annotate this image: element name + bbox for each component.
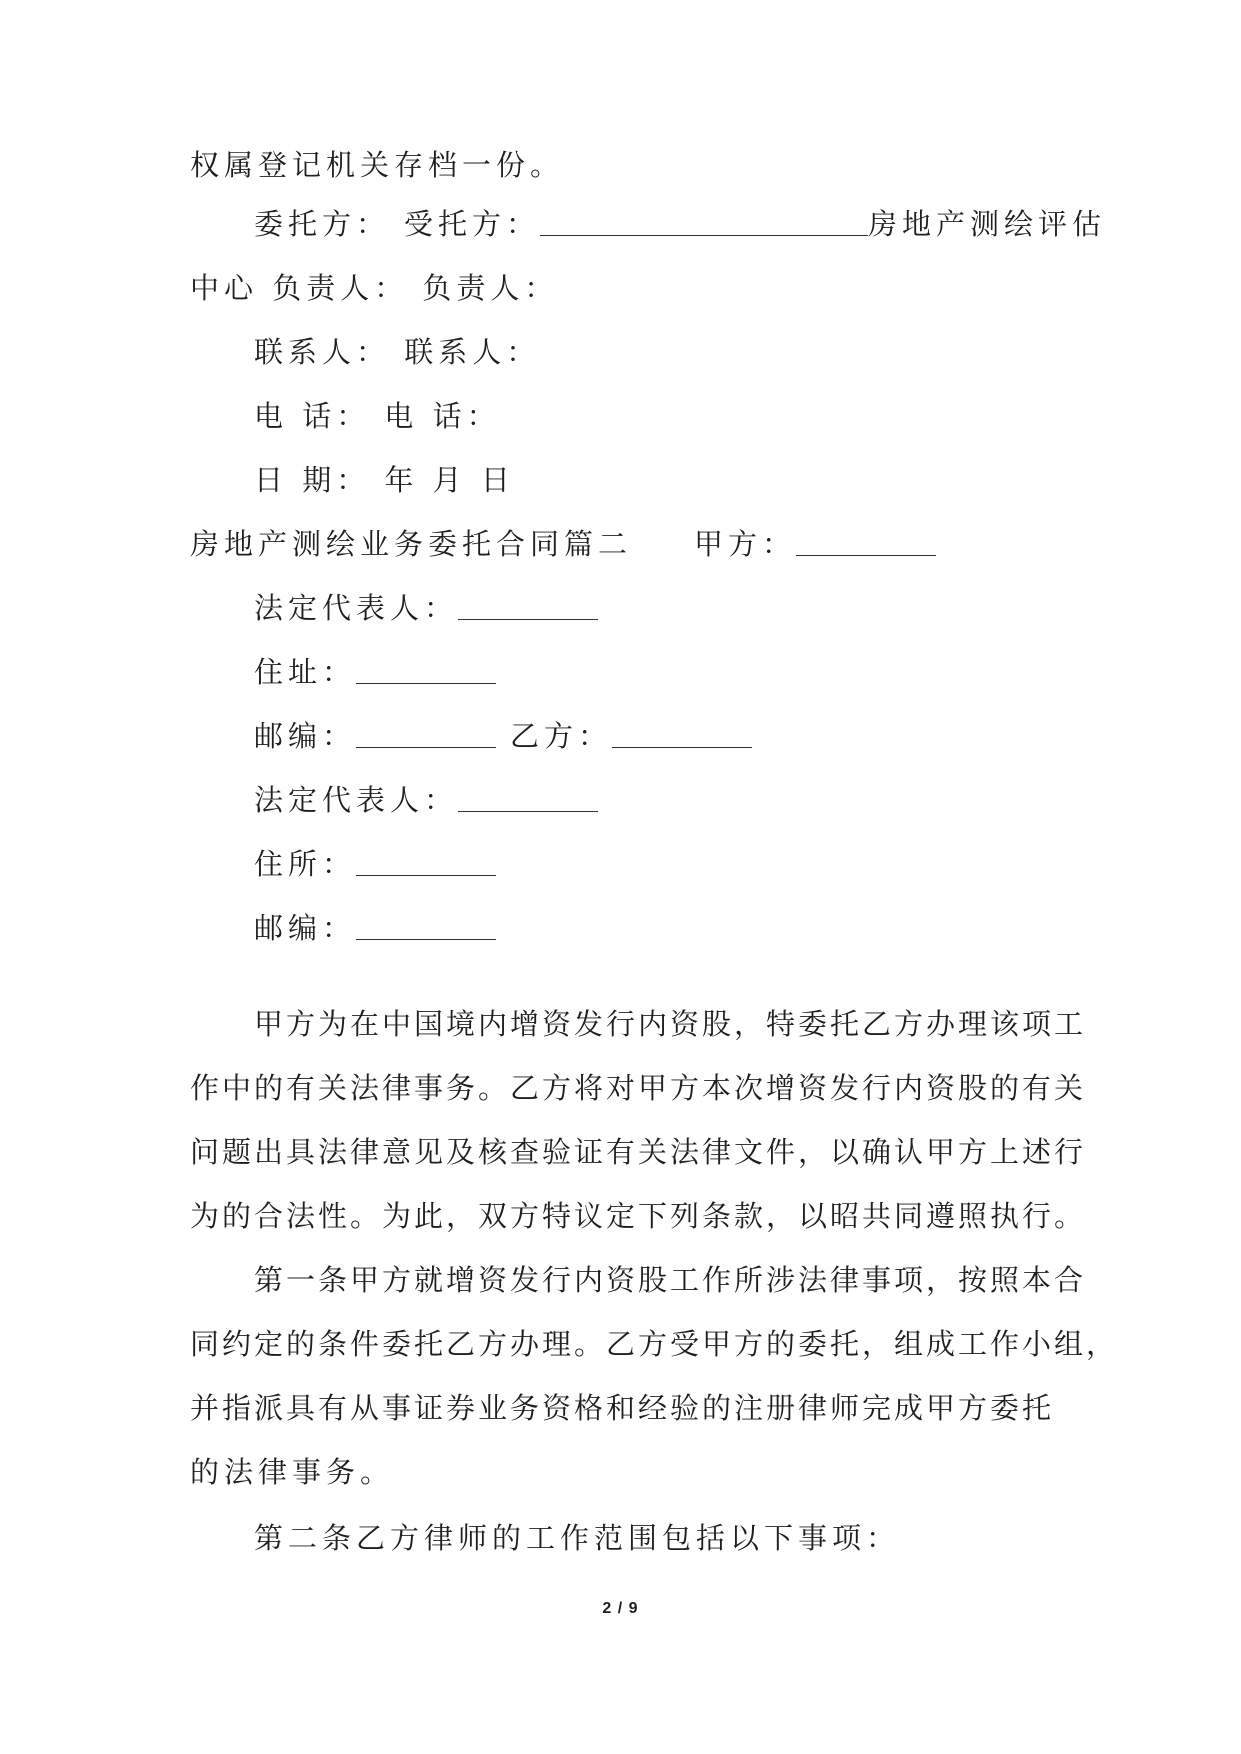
text-line: 法定代表人： — [254, 780, 598, 820]
text-line: 邮编： — [254, 908, 496, 948]
agent-blank — [540, 209, 868, 236]
legal-rep-blank — [458, 593, 598, 620]
agent-label: 受托方： — [404, 207, 541, 241]
paragraph-line: 的法律事务。 — [190, 1455, 395, 1489]
paragraph-line: 作中的有关法律事务。乙方将对甲方本次增资发行内资股的有关 — [190, 1071, 1087, 1105]
text-line: 委托方： 受托方： 房地产测绘评估 — [254, 207, 1107, 241]
paragraph-line: 甲方为在中国境内增资发行内资股，特委托乙方办理该项工 — [254, 1007, 1087, 1041]
text-line: 中心 负责人： 负责人： — [190, 271, 559, 305]
text-line: 住所： — [254, 844, 496, 884]
paragraph-line: 第一条甲方就增资发行内资股工作所涉法律事项，按照本合 — [254, 1263, 1087, 1297]
address-blank — [356, 657, 496, 684]
paragraph-line: 并指派具有从事证券业务资格和经验的注册律师完成甲方委托 — [190, 1391, 1055, 1425]
text-line: 电 话： 电 话： — [254, 399, 501, 433]
postcode-blank — [356, 721, 496, 748]
text-line: 联系人： 联系人： — [254, 335, 541, 369]
legal-rep-b-blank — [458, 785, 598, 812]
text-line: 法定代表人： — [254, 588, 598, 628]
party-b-label: 乙方： — [510, 719, 613, 753]
text-line: 住址： — [254, 652, 496, 692]
party-a-blank — [796, 529, 936, 556]
principal-label: 委托方： — [254, 207, 391, 241]
text-line: 邮编： 乙方： — [254, 716, 752, 756]
section-title: 房地产测绘业务委托合同篇二 — [190, 527, 633, 561]
postcode-b-blank — [356, 913, 496, 940]
paragraph-line: 为的合法性。为此，双方特议定下列条款，以昭共同遵照执行。 — [190, 1199, 1087, 1233]
text-line: 权属登记机关存档一份。 — [190, 148, 565, 182]
paragraph-line: 第二条乙方律师的工作范围包括以下事项： — [254, 1521, 901, 1555]
text-line — [190, 524, 936, 564]
paragraph-line: 问题出具法律意见及核查验证有关法律文件，以确认甲方上述行 — [190, 1135, 1087, 1169]
page-number: 2 / 9 — [602, 1600, 639, 1617]
residence-blank — [356, 849, 496, 876]
party-b-blank — [612, 721, 752, 748]
paragraph-line: 同约定的条件委托乙方办理。乙方受甲方的委托，组成工作小组， — [190, 1327, 1119, 1361]
party-a-label: 甲方： — [694, 527, 797, 561]
text-line: 日 期： 年 月 日 — [254, 463, 515, 497]
